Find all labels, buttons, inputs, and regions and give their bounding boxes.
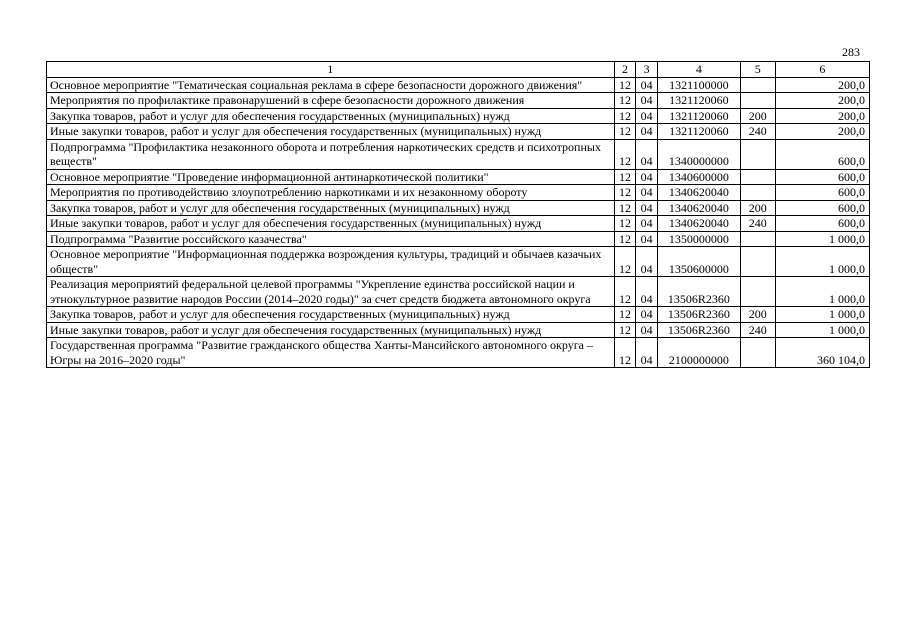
row-name-cell: Подпрограмма "Развитие российского казачества"	[47, 231, 615, 247]
row-name-cell: Государственная программа "Развитие гражданского общества Ханты-Мансийского автономного округа – Югры на 2016–2020 годы"	[47, 338, 615, 368]
row-subsection-cell: 04	[636, 77, 658, 93]
row-subsection-cell: 04	[636, 277, 658, 307]
row-expense-type-cell	[740, 231, 775, 247]
row-section-cell: 12	[614, 93, 636, 109]
row-expense-type-cell	[740, 169, 775, 185]
row-name-cell: Мероприятия по профилактике правонарушений в сфере безопасности дорожного движения	[47, 93, 615, 109]
row-amount-cell: 200,0	[775, 108, 869, 124]
header-cell-3: 3	[636, 62, 658, 78]
row-amount-cell: 1 000,0	[775, 307, 869, 323]
row-expense-type-cell: 200	[740, 200, 775, 216]
table-row	[47, 124, 870, 140]
table-row	[47, 307, 870, 323]
row-amount-cell: 600,0	[775, 185, 869, 201]
row-subsection-cell: 04	[636, 185, 658, 201]
row-amount-cell: 1 000,0	[775, 247, 869, 277]
row-expense-type-cell: 240	[740, 322, 775, 338]
row-expense-type-cell: 200	[740, 108, 775, 124]
row-subsection-cell: 04	[636, 247, 658, 277]
row-target-code-cell: 13506R2360	[658, 322, 741, 338]
row-section-cell: 12	[614, 307, 636, 323]
row-name-cell: Основное мероприятие "Тематическая социальная реклама в сфере безопасности дорожного движения"	[47, 77, 615, 93]
row-subsection-cell: 04	[636, 307, 658, 323]
row-section-cell: 12	[614, 231, 636, 247]
row-name-cell: Закупка товаров, работ и услуг для обеспечения государственных (муниципальных) нужд	[47, 307, 615, 323]
row-amount-cell: 1 000,0	[775, 231, 869, 247]
row-expense-type-cell	[740, 185, 775, 201]
row-subsection-cell: 04	[636, 338, 658, 368]
row-name-cell: Мероприятия по противодействию злоупотреблению наркотиками и их незаконному обороту	[47, 185, 615, 201]
table-row	[47, 77, 870, 93]
row-target-code-cell: 1321120060	[658, 124, 741, 140]
row-target-code-cell: 1321120060	[658, 93, 741, 109]
row-target-code-cell: 1340620040	[658, 216, 741, 232]
row-target-code-cell: 1340620040	[658, 185, 741, 201]
table-row	[47, 338, 870, 368]
budget-table	[46, 61, 870, 368]
row-section-cell: 12	[614, 185, 636, 201]
row-subsection-cell: 04	[636, 108, 658, 124]
row-section-cell: 12	[614, 124, 636, 140]
row-section-cell: 12	[614, 322, 636, 338]
row-section-cell: 12	[614, 277, 636, 307]
table-row	[47, 200, 870, 216]
row-amount-cell: 600,0	[775, 216, 869, 232]
row-target-code-cell: 13506R2360	[658, 277, 741, 307]
row-target-code-cell: 1321120060	[658, 108, 741, 124]
header-cell-6: 6	[775, 62, 869, 78]
table-header-row	[47, 62, 870, 78]
table-row	[47, 108, 870, 124]
row-subsection-cell: 04	[636, 139, 658, 169]
header-cell-4: 4	[658, 62, 741, 78]
row-expense-type-cell	[740, 93, 775, 109]
row-name-cell: Основное мероприятие "Проведение информационной антинаркотической политики"	[47, 169, 615, 185]
row-name-cell: Реализация мероприятий федеральной целевой программы "Укрепление единства российской нации и этнокультурное развитие народов России (2014–2020 годы)" за счет средств бюджета автономного округа	[47, 277, 615, 307]
row-amount-cell: 600,0	[775, 200, 869, 216]
table-row	[47, 277, 870, 307]
row-amount-cell: 200,0	[775, 77, 869, 93]
header-cell-2: 2	[614, 62, 636, 78]
row-expense-type-cell	[740, 338, 775, 368]
row-expense-type-cell: 240	[740, 216, 775, 232]
row-section-cell: 12	[614, 216, 636, 232]
table-row	[47, 169, 870, 185]
table-row	[47, 185, 870, 201]
row-expense-type-cell	[740, 247, 775, 277]
row-section-cell: 12	[614, 108, 636, 124]
header-cell-5: 5	[740, 62, 775, 78]
row-target-code-cell: 1350000000	[658, 231, 741, 247]
row-amount-cell: 1 000,0	[775, 277, 869, 307]
row-subsection-cell: 04	[636, 93, 658, 109]
row-subsection-cell: 04	[636, 322, 658, 338]
table-row	[47, 322, 870, 338]
row-name-cell: Подпрограмма "Профилактика незаконного оборота и потребления наркотических средств и психотропных веществ"	[47, 139, 615, 169]
row-target-code-cell: 13506R2360	[658, 307, 741, 323]
row-subsection-cell: 04	[636, 124, 658, 140]
row-expense-type-cell: 240	[740, 124, 775, 140]
row-target-code-cell: 1350600000	[658, 247, 741, 277]
row-target-code-cell: 1340600000	[658, 169, 741, 185]
table-row	[47, 216, 870, 232]
row-subsection-cell: 04	[636, 216, 658, 232]
row-name-cell: Иные закупки товаров, работ и услуг для обеспечения государственных (муниципальных) нужд	[47, 124, 615, 140]
row-amount-cell: 360 104,0	[775, 338, 869, 368]
page-number: 283	[842, 45, 860, 59]
row-name-cell: Иные закупки товаров, работ и услуг для обеспечения государственных (муниципальных) нужд	[47, 216, 615, 232]
row-amount-cell: 200,0	[775, 93, 869, 109]
row-amount-cell: 1 000,0	[775, 322, 869, 338]
row-name-cell: Закупка товаров, работ и услуг для обеспечения государственных (муниципальных) нужд	[47, 108, 615, 124]
row-target-code-cell: 1340000000	[658, 139, 741, 169]
row-subsection-cell: 04	[636, 169, 658, 185]
row-section-cell: 12	[614, 200, 636, 216]
row-target-code-cell: 1340620040	[658, 200, 741, 216]
row-amount-cell: 600,0	[775, 169, 869, 185]
row-amount-cell: 600,0	[775, 139, 869, 169]
table-row	[47, 247, 870, 277]
row-section-cell: 12	[614, 338, 636, 368]
row-target-code-cell: 1321100000	[658, 77, 741, 93]
row-name-cell: Закупка товаров, работ и услуг для обеспечения государственных (муниципальных) нужд	[47, 200, 615, 216]
row-section-cell: 12	[614, 77, 636, 93]
row-section-cell: 12	[614, 247, 636, 277]
header-cell-1: 1	[47, 62, 615, 78]
row-expense-type-cell: 200	[740, 307, 775, 323]
table-row	[47, 139, 870, 169]
row-expense-type-cell	[740, 77, 775, 93]
row-expense-type-cell	[740, 277, 775, 307]
row-subsection-cell: 04	[636, 231, 658, 247]
table-row	[47, 93, 870, 109]
row-section-cell: 12	[614, 139, 636, 169]
row-name-cell: Основное мероприятие "Информационная поддержка возрождения культуры, традиций и обычаев казачьих обществ"	[47, 247, 615, 277]
row-name-cell: Иные закупки товаров, работ и услуг для обеспечения государственных (муниципальных) нужд	[47, 322, 615, 338]
table-row	[47, 231, 870, 247]
row-target-code-cell: 2100000000	[658, 338, 741, 368]
row-amount-cell: 200,0	[775, 124, 869, 140]
row-subsection-cell: 04	[636, 200, 658, 216]
row-section-cell: 12	[614, 169, 636, 185]
row-expense-type-cell	[740, 139, 775, 169]
